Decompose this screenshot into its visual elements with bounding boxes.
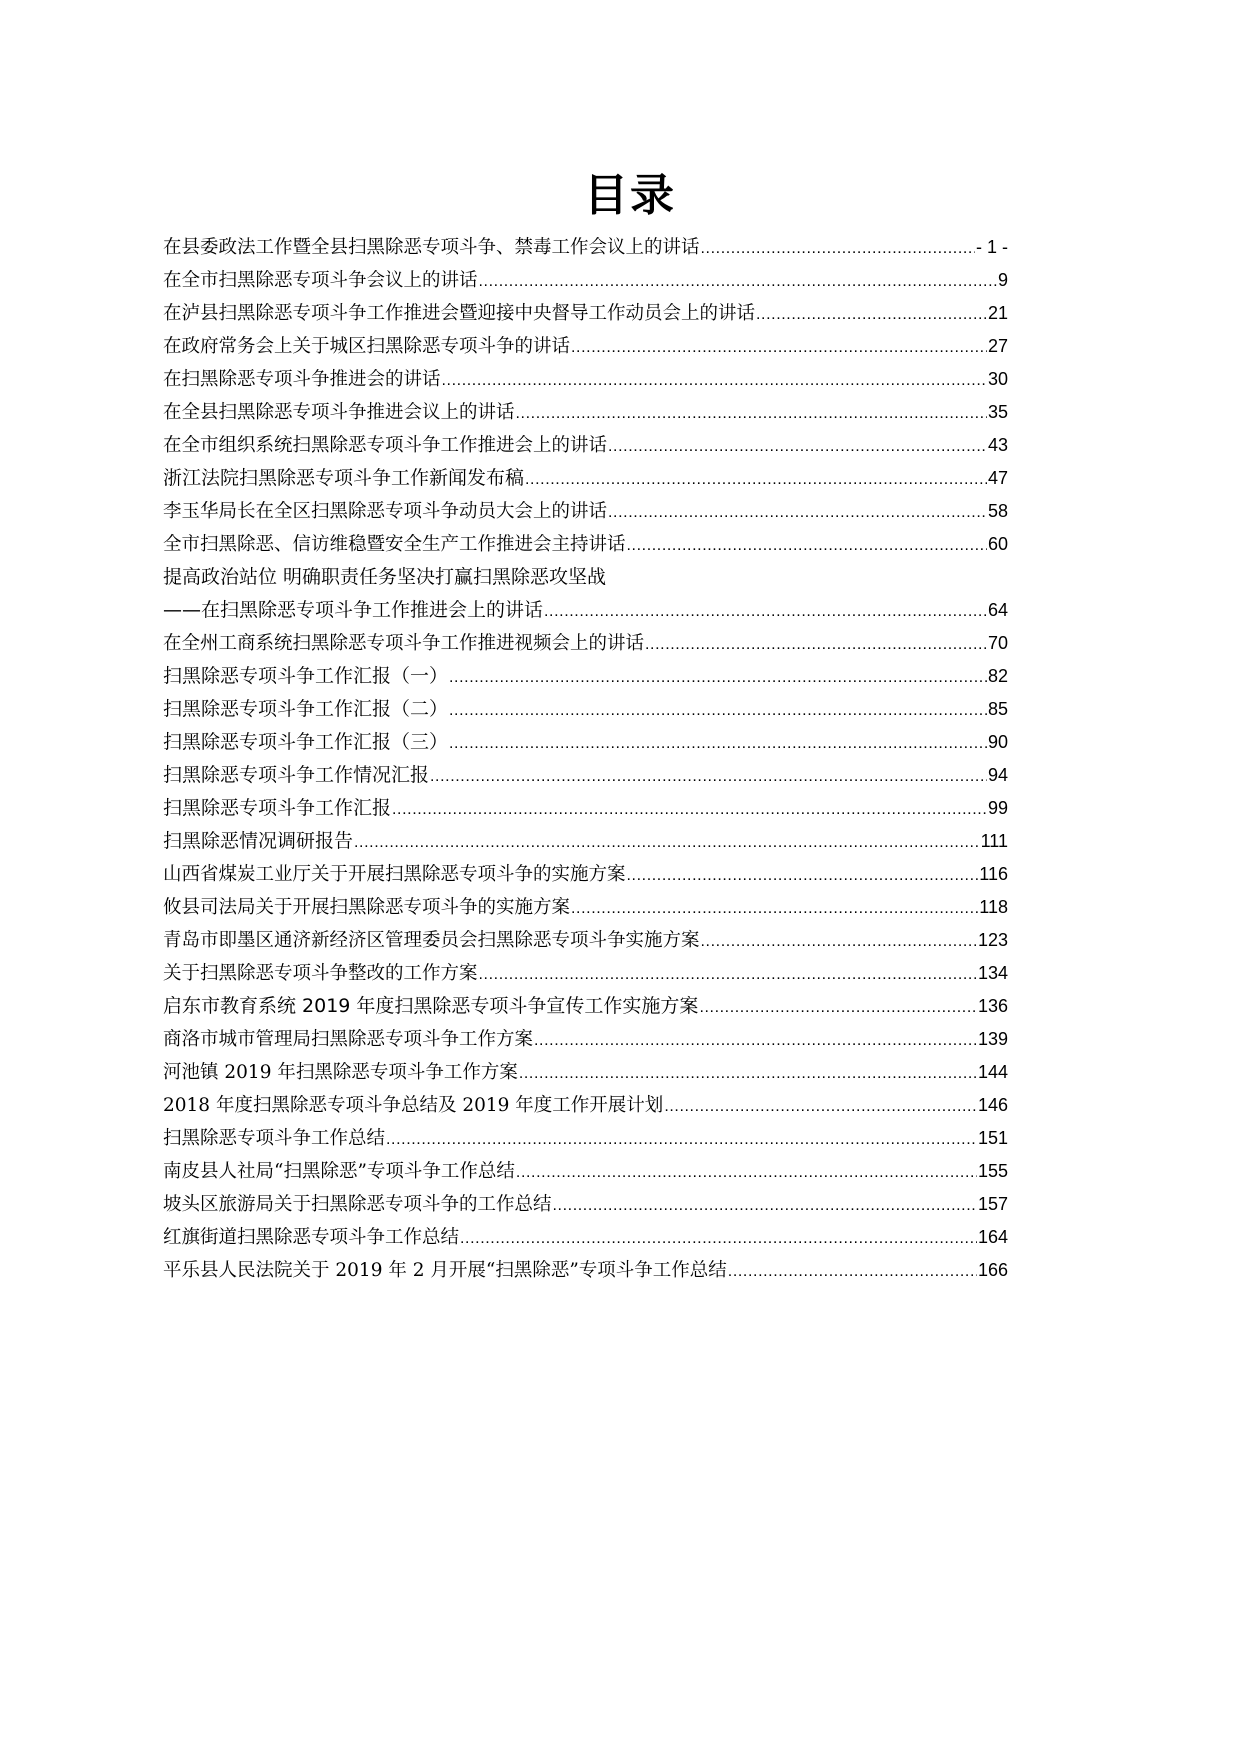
toc-entry[interactable]	[163, 792, 1008, 825]
toc-page-number: 136	[977, 996, 1008, 1016]
toc-entry-title: 扫黑除恶专项斗争工作总结	[163, 1128, 386, 1149]
toc-entry[interactable]	[163, 1122, 1008, 1155]
toc-entry-title: 在全市扫黑除恶专项斗争会议上的讲话	[163, 270, 478, 291]
toc-page-number: 90	[987, 732, 1008, 752]
toc-entry[interactable]	[163, 627, 1008, 660]
toc-entry[interactable]	[163, 1023, 1008, 1056]
toc-entry[interactable]	[163, 924, 1008, 957]
dot-leader	[516, 396, 987, 430]
toc-entry-title: 扫黑除恶情况调研报告	[163, 830, 354, 852]
toc-entry[interactable]	[163, 561, 1008, 594]
toc-entry-title: 提高政治站位 明确职责任务坚决打赢扫黑除恶攻坚战	[163, 566, 607, 588]
toc-entry-title: 河池镇 2019 年扫黑除恶专项斗争工作方案	[163, 1062, 518, 1083]
dot-leader	[701, 231, 975, 265]
toc-page-number: 35	[987, 402, 1008, 422]
toc-entry-title: 商洛市城市管理局扫黑除恶专项斗争工作方案	[163, 1029, 534, 1050]
toc-entry-title: 扫黑除恶专项斗争工作汇报（三）	[163, 731, 449, 753]
toc-page-number: 151	[977, 1128, 1008, 1148]
toc-entry[interactable]	[163, 297, 1008, 330]
dot-leader	[571, 330, 987, 364]
dot-leader	[627, 528, 987, 562]
toc-entry[interactable]	[163, 363, 1008, 396]
dot-leader	[449, 660, 987, 694]
toc-entry[interactable]	[163, 1056, 1008, 1089]
toc-page-number: 139	[977, 1029, 1008, 1049]
toc-entry-title: 红旗街道扫黑除恶专项斗争工作总结	[163, 1227, 460, 1248]
toc-entry-title: 在泸县扫黑除恶专项斗争工作推进会暨迎接中央督导工作动员会上的讲话	[163, 303, 756, 324]
toc-page-number: 144	[977, 1062, 1008, 1082]
toc-entry-title: 在全县扫黑除恶专项斗争推进会议上的讲话	[163, 402, 515, 423]
toc-entry-title: 2018 年度扫黑除恶专项斗争总结及 2019 年度工作开展计划	[163, 1095, 664, 1116]
toc-page-number: 166	[977, 1260, 1008, 1280]
toc-page-number: 60	[987, 534, 1008, 554]
toc-entry[interactable]	[163, 825, 1008, 858]
toc-entry[interactable]	[163, 1221, 1008, 1254]
toc-entry-title: 在全州工商系统扫黑除恶专项斗争工作推进视频会上的讲话	[163, 633, 645, 654]
dot-leader	[516, 1155, 977, 1189]
dot-leader	[479, 264, 997, 298]
dot-leader	[608, 429, 987, 463]
toc-page-number: 30	[987, 369, 1008, 389]
toc-page-number: 146	[977, 1095, 1008, 1115]
toc-entry-title: 山西省煤炭工业厅关于开展扫黑除恶专项斗争的实施方案	[163, 864, 626, 885]
toc-entry[interactable]	[163, 1089, 1008, 1122]
dot-leader	[449, 693, 987, 727]
toc-entry[interactable]	[163, 231, 1008, 264]
toc-entry-title: 坡头区旅游局关于扫黑除恶专项斗争的工作总结	[163, 1194, 552, 1215]
toc-entry-title: 在扫黑除恶专项斗争推进会的讲话	[163, 369, 441, 390]
dot-leader	[525, 462, 987, 496]
toc-entry-title: 关于扫黑除恶专项斗争整改的工作方案	[163, 963, 478, 984]
dot-leader	[392, 792, 987, 826]
toc-page-number: 134	[977, 963, 1008, 983]
toc-entry[interactable]	[163, 858, 1008, 891]
toc-page-number: 164	[977, 1227, 1008, 1247]
toc-entry-title: 在政府常务会上关于城区扫黑除恶专项斗争的讲话	[163, 336, 571, 357]
toc-entry[interactable]	[163, 528, 1008, 561]
toc-entry-title: 在县委政法工作暨全县扫黑除恶专项斗争、禁毒工作会议上的讲话	[163, 237, 700, 258]
toc-page-number: 155	[977, 1161, 1008, 1181]
dot-leader	[386, 1122, 977, 1156]
toc-entry-title: 扫黑除恶专项斗争工作汇报（一）	[163, 665, 449, 687]
toc-page-number: 58	[987, 501, 1008, 521]
dot-leader	[534, 1023, 977, 1057]
toc-entry-title: 启东市教育系统 2019 年度扫黑除恶专项斗争宣传工作实施方案	[163, 995, 699, 1017]
toc-entry[interactable]	[163, 1254, 1008, 1287]
dot-leader	[479, 957, 977, 991]
dot-leader	[571, 891, 978, 925]
dot-leader	[354, 825, 980, 859]
toc-page-number: 70	[987, 633, 1008, 653]
toc-page-number: 118	[979, 897, 1008, 917]
dot-leader	[553, 1188, 977, 1222]
toc-entry[interactable]	[163, 330, 1008, 363]
dot-leader	[699, 990, 977, 1024]
toc-page-number: 9	[997, 270, 1008, 290]
toc-page-number: 85	[987, 699, 1008, 719]
toc-page-number: 157	[977, 1194, 1008, 1214]
dot-leader	[756, 297, 987, 331]
page-title: 目录	[584, 170, 676, 221]
toc-page-number: 111	[980, 831, 1008, 851]
dot-leader	[664, 1089, 977, 1123]
toc-entry-title: ——在扫黑除恶专项斗争工作推进会上的讲话	[163, 599, 544, 621]
toc-entry-title: 全市扫黑除恶、信访维稳暨安全生产工作推进会主持讲话	[163, 534, 626, 555]
toc-entry-title: 攸县司法局关于开展扫黑除恶专项斗争的实施方案	[163, 897, 571, 918]
dot-leader	[645, 627, 987, 661]
dot-leader	[701, 924, 977, 958]
toc-entry[interactable]	[163, 1188, 1008, 1221]
toc-entry[interactable]	[163, 990, 1008, 1023]
toc-entry[interactable]	[163, 396, 1008, 429]
dot-leader	[460, 1221, 977, 1255]
toc-entry[interactable]	[163, 726, 1008, 759]
toc-entry[interactable]	[163, 759, 1008, 792]
dot-leader	[442, 363, 987, 397]
toc-entry-title: 扫黑除恶专项斗争工作汇报	[163, 797, 392, 819]
toc-entry[interactable]	[163, 693, 1008, 726]
dot-leader	[430, 759, 987, 793]
toc-entry[interactable]	[163, 495, 1008, 528]
toc-page-number: 99	[987, 798, 1008, 818]
toc-entry-title: 浙江法院扫黑除恶专项斗争工作新闻发布稿	[163, 467, 525, 489]
toc-entry[interactable]	[163, 264, 1008, 297]
toc-page-number: 116	[979, 864, 1008, 884]
toc-entry-title: 扫黑除恶专项斗争工作情况汇报	[163, 764, 430, 786]
dot-leader	[519, 1056, 977, 1090]
dot-leader	[728, 1254, 977, 1288]
toc-entry-title: 在全市组织系统扫黑除恶专项斗争工作推进会上的讲话	[163, 435, 608, 456]
toc-entry[interactable]	[163, 429, 1008, 462]
toc-entry[interactable]	[163, 660, 1008, 693]
toc-page-number: 21	[987, 303, 1008, 323]
toc-entry-title: 平乐县人民法院关于 2019 年 2 月开展“扫黑除恶”专项斗争工作总结	[163, 1260, 727, 1281]
toc-page-number: 43	[987, 435, 1008, 455]
toc-entry-title: 扫黑除恶专项斗争工作汇报（二）	[163, 698, 449, 720]
toc-page-number: 82	[987, 666, 1008, 686]
dot-leader	[608, 495, 987, 529]
toc-entry[interactable]	[163, 1155, 1008, 1188]
toc-page-number: 123	[977, 930, 1008, 950]
toc-page-number: 94	[987, 765, 1008, 785]
dot-leader	[627, 858, 979, 892]
toc-entry-title: 李玉华局长在全区扫黑除恶专项斗争动员大会上的讲话	[163, 501, 608, 522]
toc-entry[interactable]	[163, 594, 1008, 627]
toc-entry-title: 青岛市即墨区通济新经济区管理委员会扫黑除恶专项斗争实施方案	[163, 930, 700, 951]
toc-page-number: 47	[987, 468, 1008, 488]
toc-entry[interactable]	[163, 957, 1008, 990]
dot-leader	[544, 594, 987, 628]
table-of-contents	[163, 231, 1008, 1287]
dot-leader	[449, 726, 987, 760]
toc-page-number: 27	[987, 336, 1008, 356]
toc-page-number: - 1 -	[975, 237, 1008, 257]
toc-entry[interactable]	[163, 891, 1008, 924]
toc-entry[interactable]	[163, 462, 1008, 495]
toc-page-number: 64	[987, 600, 1008, 620]
toc-entry-title: 南皮县人社局“扫黑除恶”专项斗争工作总结	[163, 1161, 515, 1182]
